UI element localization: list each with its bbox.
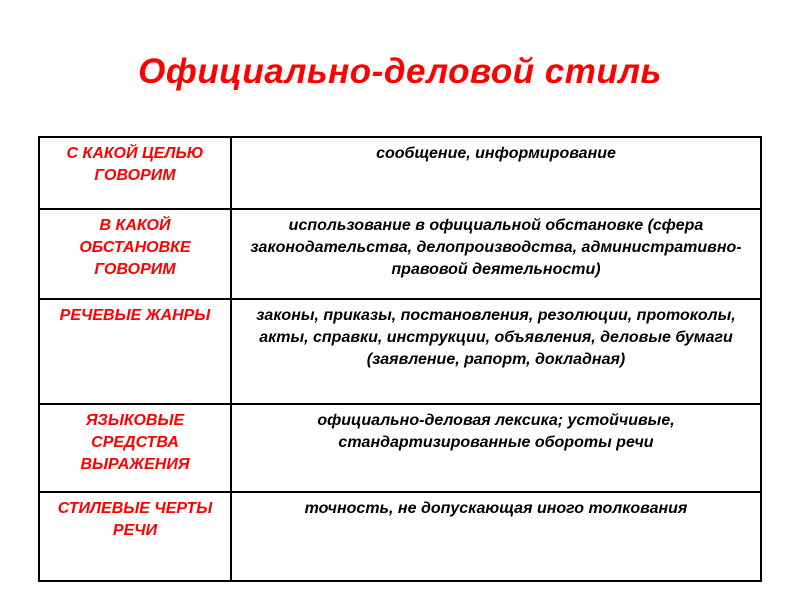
row-label: РЕЧЕВЫЕ ЖАНРЫ (39, 299, 231, 404)
row-value: законы, приказы, постановления, резолюции, протоколы, акты, справки, инструкции, объявления, деловые бумаги (заявление, рапорт, докладная) (231, 299, 761, 404)
row-value: сообщение, информирование (231, 137, 761, 209)
table-row-genres (39, 299, 761, 404)
row-label: С КАКОЙ ЦЕЛЬЮ ГОВОРИМ (39, 137, 231, 209)
table-row-style-features (39, 492, 761, 581)
row-label: В КАКОЙ ОБСТАНОВКЕ ГОВОРИМ (39, 209, 231, 299)
row-value: точность, не допускающая иного толкования (231, 492, 761, 581)
page-title: Официально-деловой стиль (138, 52, 662, 91)
row-value: использование в официальной обстановке (сфера законодательства, делопроизводства, административно-правовой деятельности) (231, 209, 761, 299)
table-row-purpose (39, 137, 761, 209)
table-row-setting (39, 209, 761, 299)
row-label: СТИЛЕВЫЕ ЧЕРТЫ РЕЧИ (39, 492, 231, 581)
row-label: ЯЗЫКОВЫЕ СРЕДСТВА ВЫРАЖЕНИЯ (39, 404, 231, 492)
table-row-language-means (39, 404, 761, 492)
style-table (38, 136, 762, 582)
row-value: официально-деловая лексика; устойчивые, стандартизированные обороты речи (231, 404, 761, 492)
